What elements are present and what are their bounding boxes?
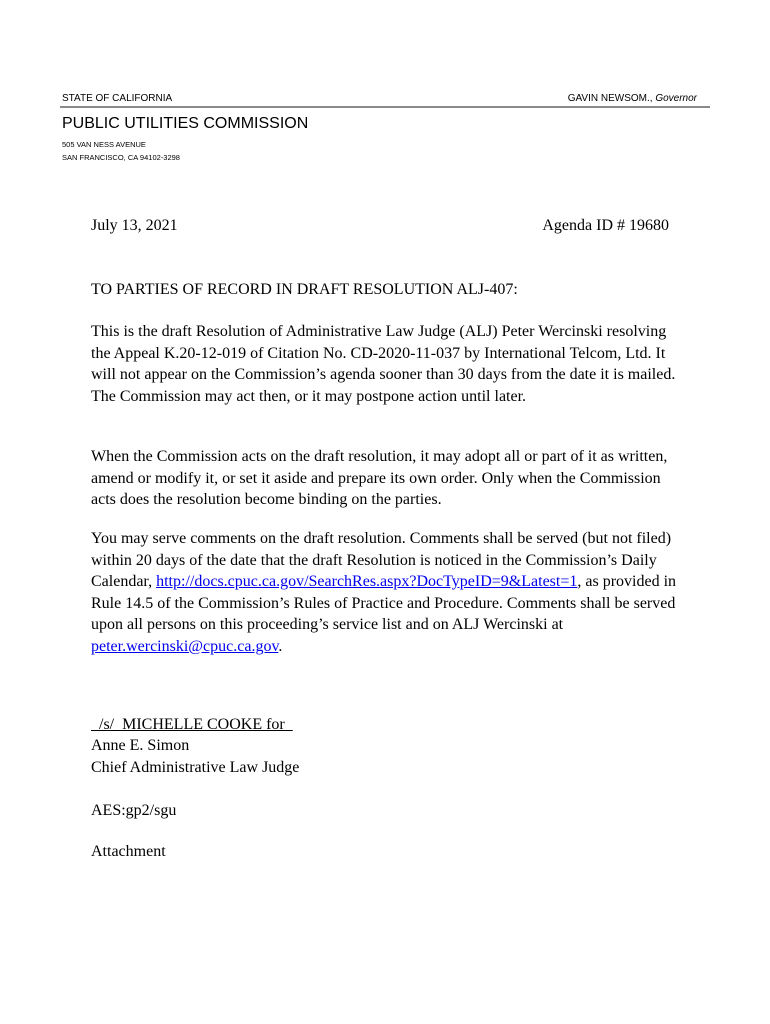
agenda-id: Agenda ID # 19680 — [542, 217, 669, 234]
governor-title: Governor — [655, 93, 697, 104]
address-line-2: SAN FRANCISCO, CA 94102-3298 — [62, 153, 180, 162]
header-divider — [60, 106, 710, 108]
addressee-line: TO PARTIES OF RECORD IN DRAFT RESOLUTION ALJ-407: — [91, 281, 518, 298]
comments-text-2: , as provided in Rule 14.5 of the Commission’s Rules of Practice and Procedure. Comments shall be served upon all persons on this proceeding’s service list and on ALJ Wercinski at — [91, 573, 677, 633]
governor-line — [568, 93, 697, 104]
paragraph-intro: This is the draft Resolution of Administrative Law Judge (ALJ) Peter Wercinski resolving the Appeal K.20-12-019 of Citation No. CD-2020-11-037 by International Telcom, Ltd. It will not appear on the Commission’s agenda sooner than 30 days from the date it is mailed. The Commission may act then, or it may postpone action until later. — [91, 323, 676, 405]
signature-line: /s/ MICHELLE COOKE for — [91, 716, 293, 733]
governor-name: GAVIN NEWSOM., — [567, 93, 653, 104]
signer-name: Anne E. Simon — [91, 737, 190, 754]
letter-date: July 13, 2021 — [91, 217, 178, 234]
comments-text-end: . — [278, 637, 283, 655]
attachment-note: Attachment — [91, 843, 166, 860]
comments-text-1: You may serve comments on the draft resolution. Comments shall be served (but not filed) within 20 days of the date that the draft Resolution is noticed in the Commission’s Daily Calendar, — [91, 530, 672, 590]
organization-name: PUBLIC UTILITIES COMMISSION — [62, 115, 309, 132]
signer-title: Chief Administrative Law Judge — [91, 759, 300, 776]
paragraph-comments — [91, 528, 676, 657]
paragraph-commission-action: When the Commission acts on the draft resolution, it may adopt all or part of it as written, amend or modify it, or set it aside and prepare its own order. Only when the Commission acts does the resolution become binding on the parties. — [91, 448, 668, 508]
address-line-1: 505 VAN NESS AVENUE — [62, 140, 146, 149]
daily-calendar-link[interactable]: http://docs.cpuc.ca.gov/SearchRes.aspx?DocTypeID=9&Latest=1 — [156, 573, 578, 590]
alj-email-link[interactable]: peter.wercinski@cpuc.ca.gov — [91, 637, 279, 655]
typist-initials: AES:gp2/sgu — [91, 802, 177, 819]
state-name: STATE OF CALIFORNIA — [62, 93, 173, 104]
